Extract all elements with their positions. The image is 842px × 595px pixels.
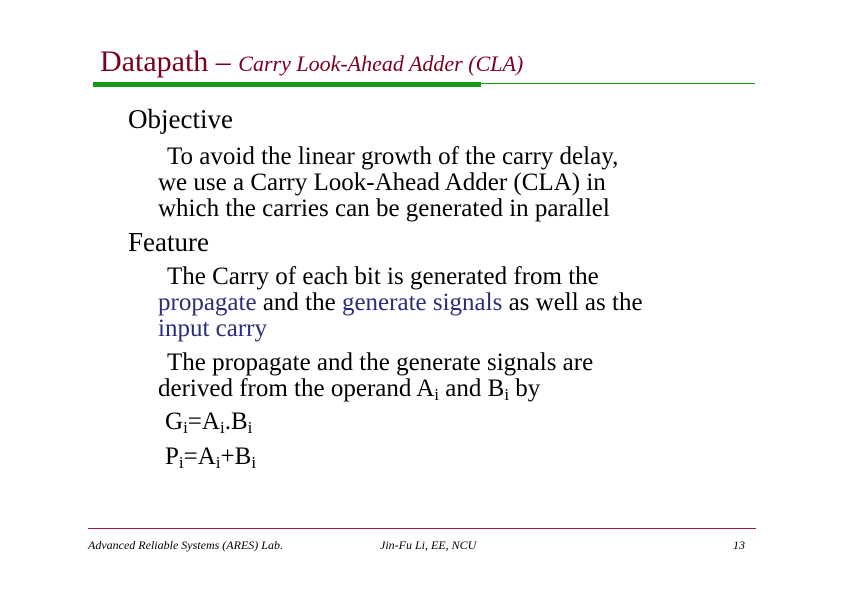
- title-underline-thin: [481, 83, 755, 84]
- objective-heading: Objective: [128, 104, 233, 134]
- subscript-i: i: [434, 385, 440, 404]
- footer-author: Jin-Fu Li, EE, NCU: [380, 538, 477, 552]
- eq-g: G: [165, 408, 184, 435]
- equation-gi: [165, 409, 252, 435]
- feature-p1-line-2: [158, 290, 643, 316]
- eq-dot-b: .B: [224, 408, 248, 435]
- subscript-i: i: [251, 453, 257, 472]
- and-the-text: and the: [256, 289, 342, 316]
- feature-p2-line-2: [158, 376, 540, 402]
- footer-lab: Advanced Reliable Systems (ARES) Lab.: [88, 538, 283, 552]
- footer-divider: [88, 528, 756, 529]
- and-b-text: and B: [439, 375, 505, 402]
- as-well-as-text: as well as the: [502, 289, 643, 316]
- feature-heading: Feature: [128, 227, 209, 257]
- subscript-i: i: [504, 385, 510, 404]
- equation-pi: [165, 444, 256, 470]
- subscript-i: i: [183, 418, 188, 437]
- title-underline-thick: [93, 82, 481, 87]
- subscript-i: i: [247, 418, 253, 437]
- propagate-term: propagate: [158, 289, 257, 316]
- input-carry-term: input carry: [158, 315, 267, 342]
- feature-p1-line-1: The Carry of each bit is generated from the: [167, 263, 599, 290]
- objective-line-1: To avoid the linear growth of the carry delay,: [167, 143, 619, 170]
- eq-equals-a: =A: [187, 408, 220, 435]
- feature-p2-line-1: The propagate and the generate signals are: [167, 349, 594, 376]
- title-subtitle: Carry Look-Ahead Adder (CLA): [238, 51, 524, 76]
- by-text: by: [509, 375, 541, 402]
- subscript-i: i: [219, 418, 225, 437]
- subscript-i: i: [215, 453, 221, 472]
- objective-line-2: we use a Carry Look-Ahead Adder (CLA) in: [158, 169, 606, 196]
- subscript-i: i: [178, 453, 184, 472]
- generate-signals-term: generate signals: [341, 289, 503, 316]
- footer-page-number: 13: [733, 538, 745, 552]
- slide-title: [100, 47, 523, 77]
- eq-plus-b: +B: [220, 443, 252, 470]
- operand-text: derived from the operand A: [158, 375, 435, 402]
- eq-equals-a: =A: [183, 443, 216, 470]
- eq-p: P: [165, 443, 179, 470]
- title-main: Datapath –: [100, 45, 239, 78]
- objective-line-3: which the carries can be generated in parallel: [158, 195, 610, 222]
